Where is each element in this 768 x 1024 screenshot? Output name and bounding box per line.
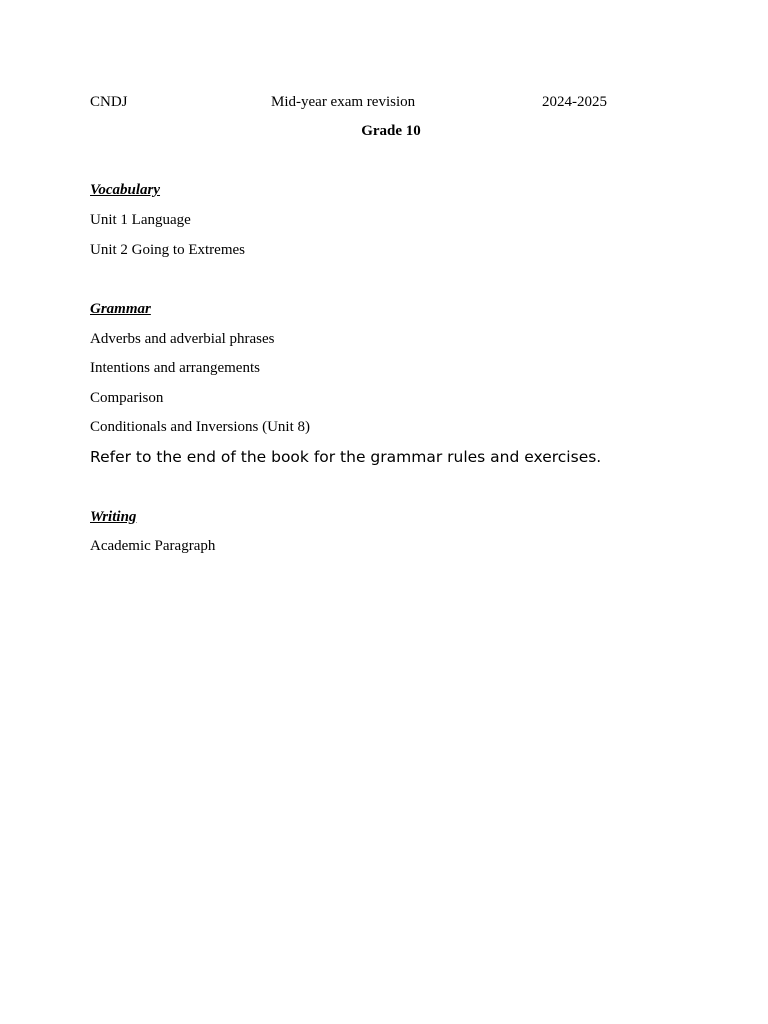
writing-item: Academic Paragraph: [90, 538, 216, 554]
grammar-note: Refer to the end of the book for the grammar rules and exercises.: [90, 448, 602, 466]
grammar-item: Conditionals and Inversions (Unit 8): [90, 419, 310, 435]
vocabulary-heading: Vocabulary: [90, 182, 161, 198]
school-year: 2024-2025: [542, 94, 607, 110]
vocabulary-item: Unit 1 Language: [90, 212, 191, 228]
writing-heading: Writing: [90, 509, 137, 525]
grammar-item: Comparison: [90, 390, 164, 406]
vocabulary-item: Unit 2 Going to Extremes: [90, 242, 245, 258]
grammar-heading: Grammar: [90, 301, 151, 317]
document-title: Mid-year exam revision: [271, 94, 416, 110]
document-header: [90, 94, 650, 114]
grade-heading: Grade 10: [361, 123, 421, 139]
grammar-item: Adverbs and adverbial phrases: [90, 331, 275, 347]
grammar-item: Intentions and arrangements: [90, 360, 260, 376]
school-name: CNDJ: [90, 94, 128, 110]
